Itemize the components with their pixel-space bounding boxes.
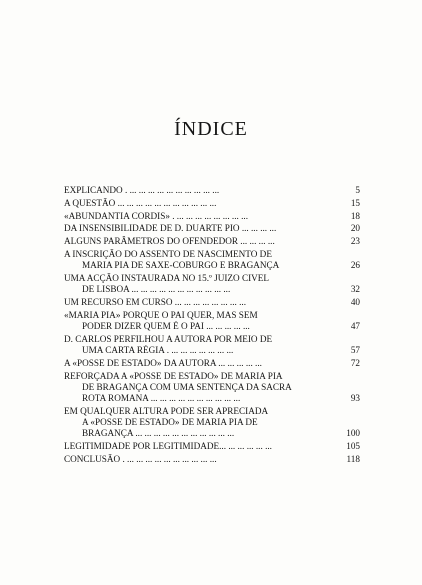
toc-entry-title: [64, 441, 336, 452]
toc-entry-line: MARIA PIA DE SAXE-COBURGO E BRAGANÇA: [82, 260, 280, 271]
toc-entry-page-number: 32: [350, 284, 360, 295]
toc-entry-line: EXPLICANDO . ... ... ... ... ... ... ... ... ... ...: [64, 185, 220, 195]
toc-entry-line: CONCLUSÃO . ... ... ... ... ... ... ... ... ... ...: [64, 453, 217, 464]
toc-entry-page-number: 47: [350, 320, 360, 331]
table-of-contents: [64, 185, 360, 467]
toc-entry-title: [64, 406, 336, 440]
toc-entry: [64, 358, 360, 369]
toc-entry-line: PODER DIZER QUEM É O PAI ... ... ... ... ...: [82, 320, 250, 331]
toc-entry-line: A QUESTÃO ... ... ... ... ... ... ... ... ... ... ...: [64, 197, 217, 208]
toc-entry: [64, 454, 360, 465]
toc-entry-page-number: 100: [346, 428, 360, 439]
page-title: ÍNDICE: [174, 118, 248, 140]
toc-entry-line: UM RECURSO EM CURSO ... ... ... ... ... ... ... ...: [64, 296, 246, 307]
toc-entry: [64, 185, 360, 196]
toc-entry-line: UMA CARTA RÉGIA . ... ... ... ... ... ... ...: [82, 344, 234, 355]
toc-entry-line: ROTA ROMANA ... ... ... ... ... ... ... ... ... ...: [82, 392, 241, 403]
toc-entry-page-number: 40: [350, 296, 360, 307]
toc-entry: [64, 223, 360, 234]
toc-entry: [64, 334, 360, 356]
toc-entry-line: D. CARLOS PERFILHOU A AUTORA POR MEIO DE: [64, 333, 273, 344]
toc-entry-title: [64, 371, 336, 405]
toc-entry-title: [64, 273, 336, 295]
toc-entry-title: [64, 236, 336, 247]
toc-entry-line: DE LISBOA ... ... ... ... ... ... ... ... ... ... ...: [82, 284, 231, 295]
toc-entry: [64, 198, 360, 209]
toc-entry-title: [64, 185, 336, 196]
toc-entry-page-number: 93: [350, 392, 360, 403]
toc-entry-line: A «POSSE DE ESTADO» DE MARIA PIA DE: [82, 416, 258, 427]
toc-entry-title: [64, 223, 336, 234]
toc-entry-title: [64, 310, 336, 332]
toc-entry-line: A «POSSE DE ESTADO» DA AUTORA ... ... ... ... ...: [64, 357, 262, 368]
toc-entry-title: [64, 358, 336, 369]
toc-entry-page-number: 26: [350, 260, 360, 271]
toc-entry-line: ALGUNS PARÂMETROS DO OFENDEDOR ... ... ... ...: [64, 236, 275, 247]
toc-entry-page-number: 72: [350, 357, 360, 368]
toc-entry-line: DA INSENSIBILIDADE DE D. DUARTE PIO ... ... ... ...: [64, 223, 277, 234]
toc-entry: [64, 273, 360, 295]
toc-entry-line: A INSCRIÇÃO DO ASSENTO DE NASCIMENTO DE: [64, 248, 272, 259]
toc-entry-line: EM QUALQUER ALTURA PODE SER APRECIADA: [64, 405, 269, 416]
toc-entry: [64, 297, 360, 308]
toc-entry-page-number: 5: [355, 185, 360, 195]
toc-entry-page-number: 18: [350, 210, 360, 221]
toc-entry-page-number: 105: [346, 440, 360, 451]
toc-entry-line: LEGITIMIDADE POR LEGITIMIDADE... ... ... ... ... ...: [64, 440, 272, 451]
toc-entry: [64, 310, 360, 332]
toc-entry-title: [64, 454, 336, 465]
toc-entry: [64, 236, 360, 247]
toc-entry: [64, 249, 360, 271]
toc-entry-page-number: 57: [350, 344, 360, 355]
toc-entry-title: [64, 198, 336, 209]
toc-entry-title: [64, 334, 336, 356]
toc-entry-title: [64, 297, 336, 308]
toc-entry-line: «ABUNDANTIA CORDIS» . ... ... ... ... ... ... ... ...: [64, 210, 249, 221]
toc-entry-page-number: 118: [346, 453, 360, 464]
toc-entry: [64, 371, 360, 405]
toc-entry-title: [64, 211, 336, 222]
toc-entry: [64, 406, 360, 440]
toc-entry-page-number: 15: [350, 197, 360, 208]
toc-entry: [64, 211, 360, 222]
toc-entry-line: UMA ACÇÃO INSTAURADA NO 15.º JUIZO CIVEL: [64, 272, 270, 283]
toc-entry-line: BRAGANÇA ... ... ... ... ... ... ... ... ... ... ...: [82, 428, 235, 439]
toc-entry-page-number: 20: [350, 223, 360, 234]
toc-entry-page-number: 23: [350, 236, 360, 247]
toc-entry-title: [64, 249, 336, 271]
toc-entry-line: DE BRAGANÇA COM UMA SENTENÇA DA SACRA: [82, 381, 292, 392]
toc-entry-line: REFORÇADA A «POSSE DE ESTADO» DE MARIA PIA: [64, 370, 283, 381]
toc-entry: [64, 441, 360, 452]
toc-entry-line: «MARIA PIA» PORQUE O PAI QUER, MAS SEM: [64, 309, 258, 320]
